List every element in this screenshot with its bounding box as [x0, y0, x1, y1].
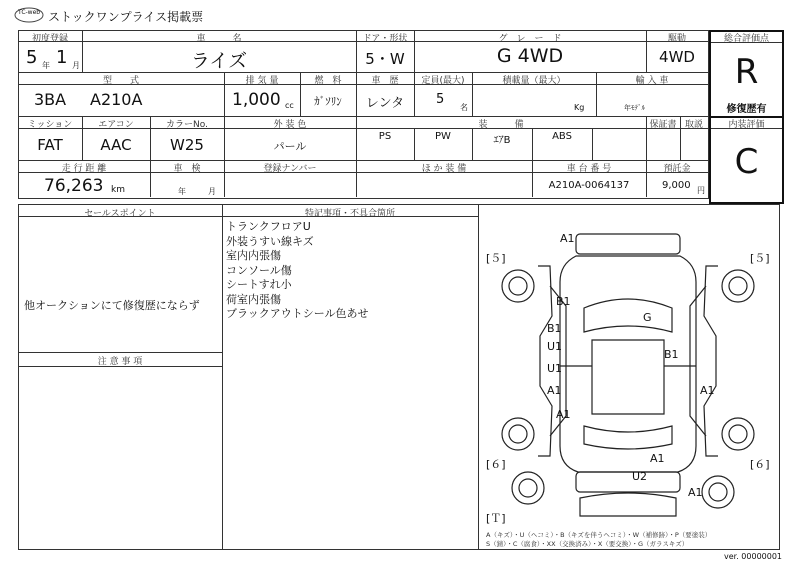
type-value: A210A — [90, 90, 143, 109]
car-top-view-outline — [560, 234, 696, 492]
type-prefix-value: 3BA — [34, 90, 67, 109]
inspection-label: 車 検 — [173, 164, 201, 174]
aircon-value: AAC — [100, 136, 132, 154]
first-reg-month: 1 — [56, 47, 68, 68]
grade-label: グ レ ー ド — [498, 34, 562, 44]
special-item: 荷室内張傷 — [226, 292, 281, 306]
equipment-airbag: ｴｱB — [493, 135, 511, 146]
logo-text: TC-web — [18, 9, 41, 16]
overall-rating-label: 総合評価点 — [723, 34, 769, 44]
estimate-value: 9,000 — [662, 180, 691, 191]
overall-rating-value: R — [734, 52, 759, 92]
fuel-label: 燃 料 — [314, 76, 342, 86]
damage-mark: U2 — [632, 470, 648, 483]
history-value: レンタ — [365, 96, 405, 111]
aircon-label: エアコン — [98, 120, 134, 130]
damage-mark: B1 — [547, 322, 562, 335]
first-reg-year: 5 — [26, 47, 38, 68]
drive-value: 4WD — [659, 48, 695, 66]
chassis-no-label: 車 台 番 号 — [566, 164, 612, 174]
equipment-abs: ABS — [552, 131, 572, 142]
exterior-color-value: パール — [273, 140, 307, 153]
logo — [14, 6, 44, 24]
special-notes-label: 特記事項・不具合箇所 — [304, 209, 395, 219]
damage-legend-line-1: A（キズ）・U（ヘコミ）・B（キズを伴うヘコミ）・W（補修跡）・P（要塗装） — [486, 531, 712, 539]
sales-point-label: セールスポイント — [84, 209, 156, 219]
diagram-mark-section-6-right: [６] — [750, 458, 770, 471]
car-name-value: ライズ — [190, 50, 248, 72]
inspection-month-unit: 月 — [208, 187, 216, 196]
import-note: 年ﾓﾃﾞﾙ — [624, 104, 645, 112]
load-unit: Kg — [574, 103, 585, 112]
damage-mark: A1 — [700, 384, 715, 397]
color-no-label: カラーNo. — [166, 120, 208, 130]
damage-mark: B1 — [556, 295, 571, 308]
type-label: 型 式 — [102, 76, 139, 86]
import-label: 輸 入 車 — [635, 76, 669, 86]
diagram-mark-section-6-left: [６] — [486, 458, 506, 471]
damage-mark: G — [643, 311, 652, 324]
load-label: 積載量（最大） — [502, 76, 566, 86]
diagram-mark-section-5-right: [５] — [750, 252, 770, 265]
sales-point-text: 他オークションにて修復歴にならず — [24, 299, 200, 312]
damage-mark: A1 — [650, 452, 665, 465]
capacity-value: 5 — [436, 92, 445, 107]
special-item: 室内内張傷 — [226, 249, 281, 262]
inspection-year-unit: 年 — [178, 187, 186, 196]
special-item: ブラックアウトシール色あせ — [226, 307, 369, 320]
capacity-label: 定員(最大) — [421, 76, 465, 86]
first-reg-label: 初度登録 — [31, 34, 68, 44]
drive-label: 駆動 — [667, 34, 686, 44]
color-no-value: W25 — [170, 136, 204, 154]
diagram-mark-section-5-left: [５] — [486, 252, 506, 265]
history-label: 車 歴 — [371, 76, 399, 86]
exterior-color-label: 外 装 色 — [273, 120, 307, 130]
estimate-unit: 円 — [697, 186, 705, 195]
door-shape-value: 5・W — [365, 50, 405, 68]
mileage-label: 走 行 距 離 — [61, 164, 107, 174]
damage-mark: A1 — [556, 408, 571, 421]
damage-mark: A1 — [547, 384, 562, 397]
repair-history-badge: 修復歴有 — [726, 104, 767, 115]
special-notes-list — [226, 220, 476, 322]
special-item: トランクフロアU — [226, 220, 311, 233]
interior-rating-label: 内装評価 — [728, 120, 765, 130]
special-item: シートすれ小 — [226, 278, 292, 291]
plate-label: 登録ナンバー — [263, 164, 317, 174]
door-shape-label: ドア・形状 — [362, 34, 408, 44]
warranty-label: 保証書 — [649, 120, 677, 130]
damage-mark: U1 — [547, 340, 563, 353]
interior-rating-value: C — [734, 142, 759, 182]
mission-label: ミッション — [27, 120, 73, 130]
displacement-label: 排 気 量 — [245, 76, 279, 86]
estimate-label: 預託金 — [663, 164, 691, 174]
car-side-right-outline — [690, 266, 754, 456]
month-unit: 月 — [72, 61, 80, 70]
special-item: 外装うすい線キズ — [226, 234, 314, 248]
page-title: ストックワンプライス掲載票 — [48, 10, 204, 24]
damage-mark: A1 — [688, 486, 703, 499]
car-name-label: 車 名 — [196, 34, 242, 44]
year-unit: 年 — [42, 61, 50, 70]
car-damage-diagram — [480, 216, 776, 526]
mileage-value: 76,263 — [44, 176, 104, 196]
mileage-unit: km — [111, 185, 125, 195]
equipment-label: 装 備 — [478, 120, 524, 130]
mission-value: FAT — [37, 136, 63, 154]
equipment-pw: PW — [435, 131, 451, 142]
damage-mark: B1 — [664, 348, 679, 361]
special-item: コンソール傷 — [226, 263, 292, 277]
damage-mark: A1 — [560, 232, 575, 245]
version-label: ver. 00000001 — [724, 552, 783, 561]
notes-label: 注 意 事 項 — [97, 357, 143, 367]
diagram-mark-section-t: [Ｔ] — [486, 512, 506, 525]
damage-legend-line-2: S（錆）・C（腐食）・XX（交換済み）・X（要交換）・G（ガラスキズ） — [486, 540, 689, 548]
damage-mark: U1 — [547, 362, 563, 375]
manual-label: 取説 — [684, 120, 703, 130]
fuel-value: ｶﾞｿﾘﾝ — [314, 95, 342, 108]
capacity-unit: 名 — [460, 103, 468, 112]
other-equipment-label: ほ か 装 備 — [421, 164, 467, 174]
equipment-ps: PS — [378, 131, 392, 142]
chassis-no-value: A210A-0064137 — [548, 180, 630, 191]
displacement-value: 1,000 — [232, 90, 281, 110]
displacement-unit: cc — [285, 101, 294, 110]
grade-value: G 4WD — [496, 45, 564, 67]
